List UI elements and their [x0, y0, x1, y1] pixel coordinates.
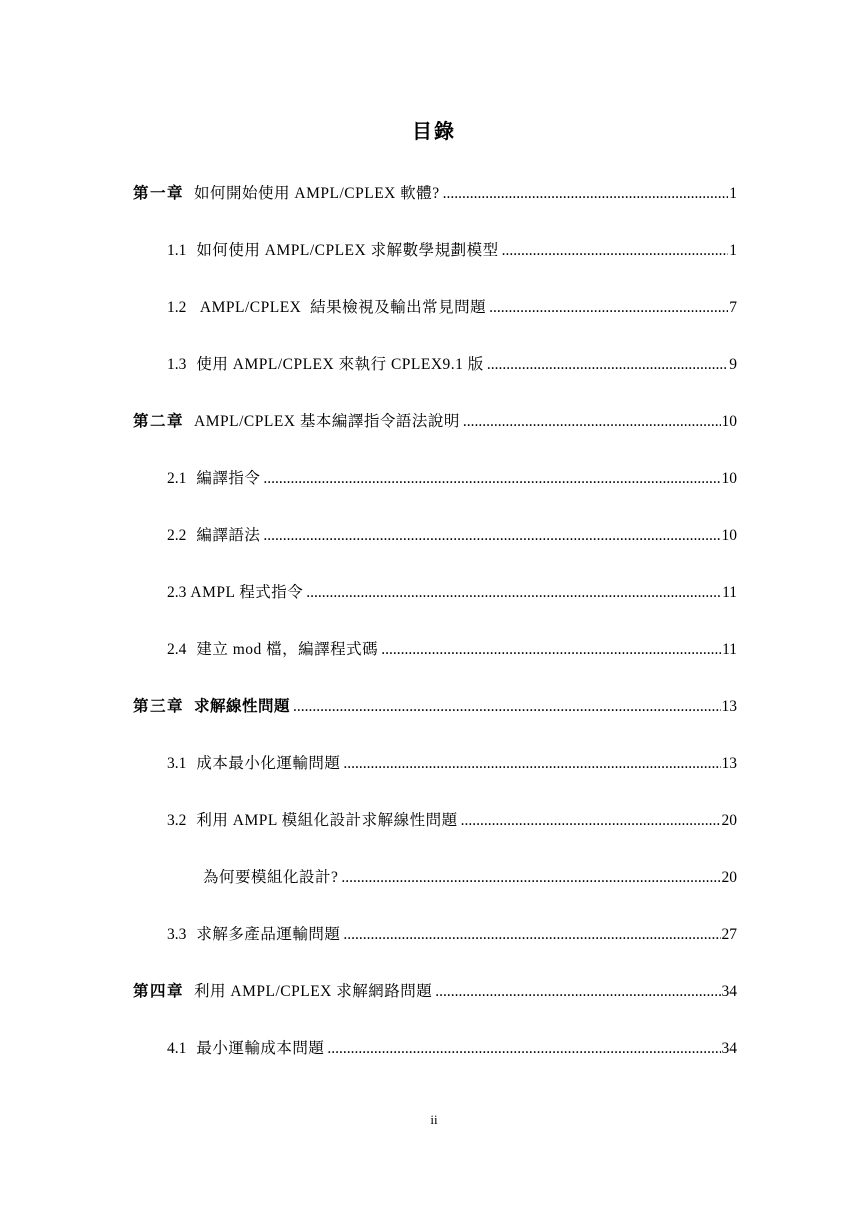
toc-entry-number: 第二章 — [133, 413, 185, 430]
toc-entry-title: 求解多產品運輸問題 — [196, 926, 341, 943]
toc-entry-subsection-why-modular[interactable] — [203, 867, 737, 889]
toc-entry-page: 1 — [729, 242, 737, 259]
toc-entry-chapter-2[interactable] — [133, 411, 737, 433]
toc-entry-page: 9 — [729, 356, 737, 373]
toc-entry-page: 20 — [721, 812, 737, 829]
toc-entry-page: 7 — [729, 299, 737, 316]
toc-entry-page: 20 — [721, 869, 737, 886]
toc-entry-page: 10 — [721, 413, 737, 430]
toc-entry-page: 10 — [721, 527, 737, 544]
toc-entry-chapter-3[interactable] — [133, 696, 737, 718]
dot-leader — [343, 753, 720, 775]
toc-entry-title: 如何開始使用 AMPL/CPLEX 軟體? — [194, 185, 440, 202]
dot-leader — [263, 468, 720, 490]
toc-entry-number: 2.4 — [167, 641, 187, 658]
toc-entry-number: 1.3 — [167, 356, 187, 373]
toc-entry-number: 4.1 — [167, 1040, 187, 1057]
toc-entry-section-2-2[interactable] — [167, 525, 737, 547]
toc-entry-page: 13 — [721, 698, 737, 715]
toc-entry-section-4-1[interactable] — [167, 1038, 737, 1060]
toc-entry-number: 1.2 — [167, 299, 187, 316]
toc-entry-section-1-3[interactable] — [167, 354, 737, 376]
dot-leader — [435, 981, 720, 1003]
dot-leader — [443, 183, 729, 205]
toc-entry-page: 27 — [721, 926, 737, 943]
dot-leader — [381, 639, 721, 661]
dot-leader — [327, 1038, 720, 1060]
toc-entry-section-3-3[interactable] — [167, 924, 737, 946]
toc-entry-number: 1.1 — [167, 242, 187, 259]
toc-entry-title: 建立 mod 檔，編譯程式碼 — [196, 641, 379, 658]
toc-entry-page: 11 — [722, 641, 737, 658]
dot-leader — [487, 354, 728, 376]
dot-leader — [463, 411, 721, 433]
dot-leader — [461, 810, 721, 832]
dot-leader — [489, 297, 728, 319]
toc-entry-section-3-1[interactable] — [167, 753, 737, 775]
toc-entry-title: 成本最小化運輸問題 — [196, 755, 341, 772]
toc-entry-page: 1 — [729, 185, 737, 202]
toc-entry-number: 3.1 — [167, 755, 187, 772]
toc-entry-number: 3.3 — [167, 926, 187, 943]
toc-entry-title-text: 求解線性問題 — [194, 698, 291, 715]
toc-entry-title: 編譯指令 — [196, 470, 261, 487]
dot-leader — [263, 525, 720, 547]
toc-entry-title: AMPL/CPLEX 結果檢視及輸出常見問題 — [196, 299, 487, 316]
toc-entry-number: 第三章 — [133, 698, 185, 715]
toc-entry-number: 2.3 — [167, 584, 187, 601]
toc-entry-title: 利用 AMPL/CPLEX 求解網路問題 — [194, 983, 433, 1000]
dot-leader — [343, 924, 720, 946]
toc-entry-section-2-3[interactable] — [167, 582, 737, 604]
toc-entry-number: 第四章 — [133, 983, 185, 1000]
toc-entry-page: 34 — [721, 1040, 737, 1057]
dot-leader — [306, 582, 721, 604]
toc-entry-number: 3.2 — [167, 812, 187, 829]
dot-leader — [502, 240, 729, 262]
page-title: 目錄 — [412, 121, 456, 143]
toc-entry-title: AMPL/CPLEX 基本編譯指令語法說明 — [194, 413, 460, 430]
toc-entry-section-2-4[interactable] — [167, 639, 737, 661]
toc-entry-title: 使用 AMPL/CPLEX 來執行 CPLEX9.1 版 — [196, 356, 484, 373]
toc-entry-title: AMPL 程式指令 — [190, 584, 304, 601]
toc-entry-section-1-2[interactable] — [167, 297, 737, 319]
toc-entry-section-3-2[interactable] — [167, 810, 737, 832]
dot-leader — [341, 867, 720, 889]
toc-entry-page: 34 — [721, 983, 737, 1000]
toc-entry-title — [194, 696, 290, 718]
toc-entry-number: 第一章 — [133, 185, 185, 202]
toc-entry-title: 編譯語法 — [196, 527, 261, 544]
toc-entry-page: 11 — [722, 584, 737, 601]
page-number: ii — [430, 1112, 438, 1127]
toc-entry-page: 13 — [721, 755, 737, 772]
toc-entry-title: 利用 AMPL 模組化設計求解線性問題 — [196, 812, 458, 829]
toc-entry-title: 為何要模組化設計? — [203, 869, 339, 886]
toc-entry-number: 2.1 — [167, 470, 187, 487]
toc-entry-chapter-1[interactable] — [133, 183, 737, 205]
toc-entry-chapter-4[interactable] — [133, 981, 737, 1003]
toc-entry-title: 最小運輸成本問題 — [196, 1040, 325, 1057]
toc-entry-title: 如何使用 AMPL/CPLEX 求解數學規劃模型 — [196, 242, 499, 259]
dot-leader — [293, 696, 720, 718]
toc-entry-page: 10 — [721, 470, 737, 487]
toc-entry-number: 2.2 — [167, 527, 187, 544]
toc-entry-section-2-1[interactable] — [167, 468, 737, 490]
toc-entry-section-1-1[interactable] — [167, 240, 737, 262]
